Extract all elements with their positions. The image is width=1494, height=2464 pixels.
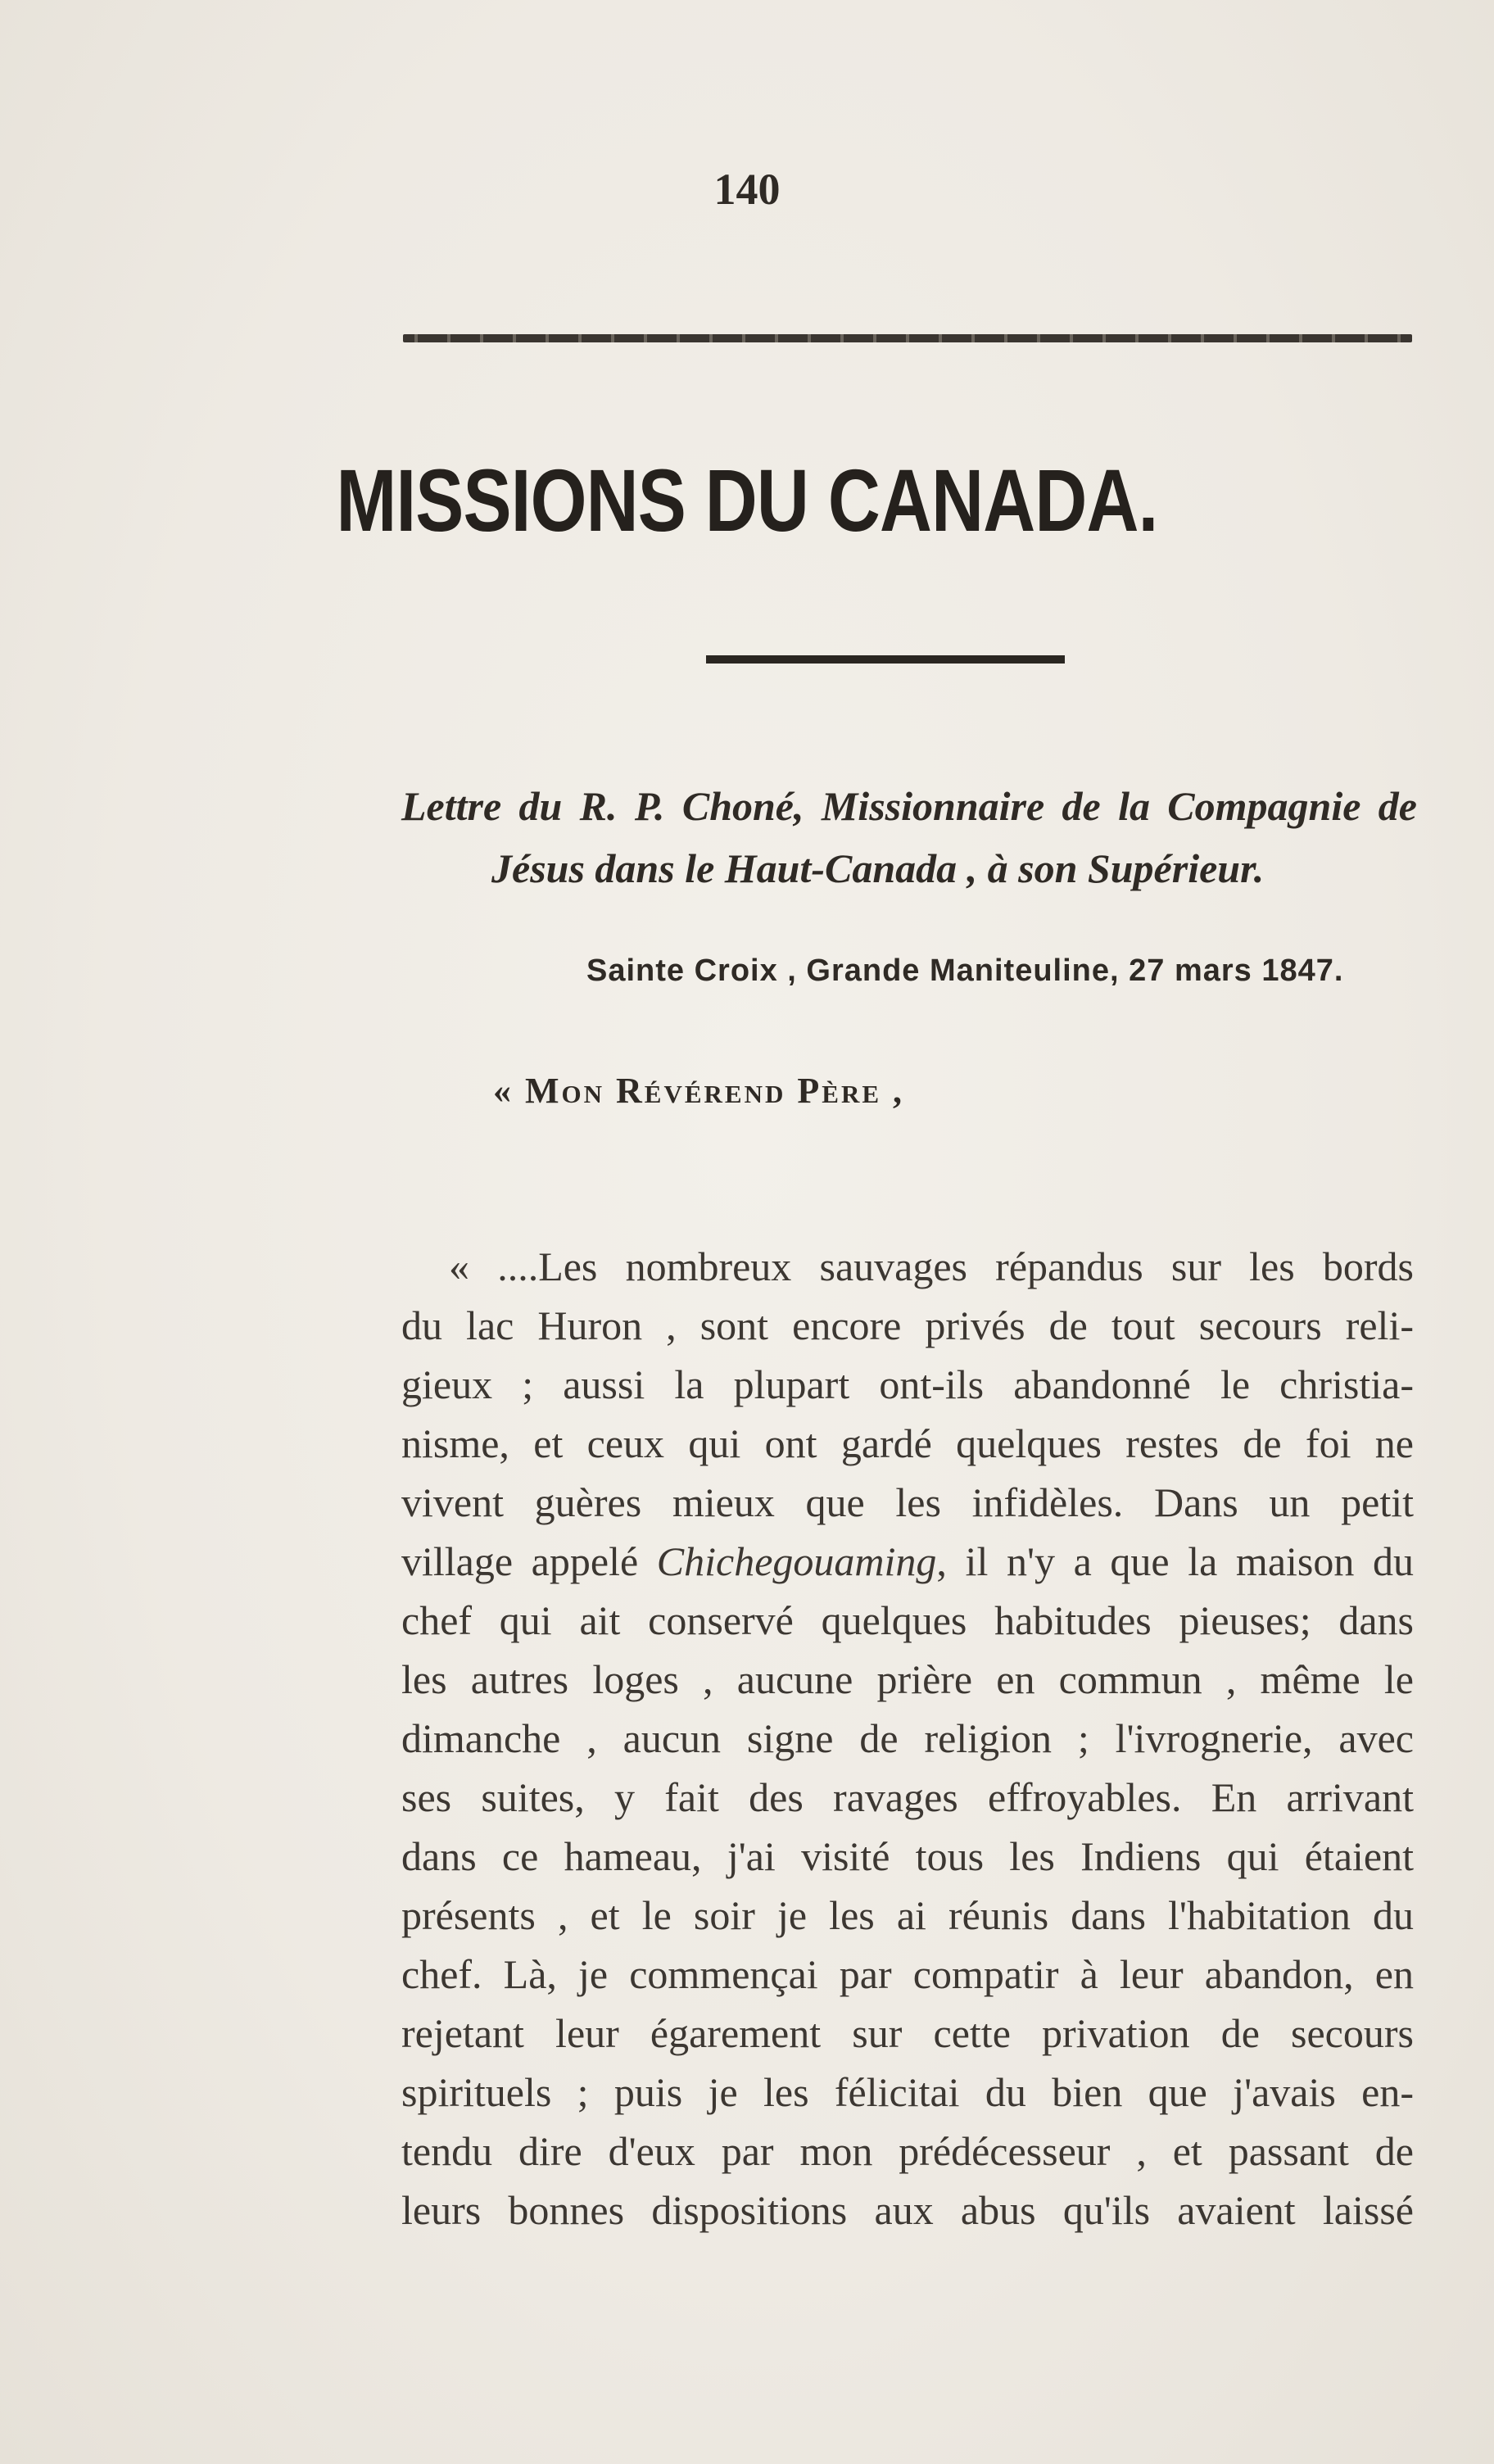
body-text-line: leurs bonnes dispositions aux abus qu'ils avaient laissé: [401, 2187, 1414, 2233]
body-text-line: présents , et le soir je les ai réunis dans l'habitation du: [401, 1892, 1414, 1938]
letter-salutation: « Mon Révérend Père ,: [493, 1071, 905, 1111]
body-text-line: spirituels ; puis je les félicitai du bien que j'avais en-: [401, 2069, 1414, 2115]
letter-heading-line-1: Lettre du R. P. Choné, Missionnaire de la Compagnie de: [401, 783, 1417, 829]
page-number: 140: [713, 165, 781, 214]
body-text-line: gieux ; aussi la plupart ont-ils abandonné le christia-: [401, 1361, 1414, 1407]
body-text-line: « ....Les nombreux sauvages répandus sur les bords: [449, 1243, 1414, 1289]
decorative-top-rule: [403, 334, 1412, 342]
letter-dateline: Sainte Croix , Grande Maniteuline, 27 mars 1847.: [586, 953, 1344, 988]
body-text-line: nisme, et ceux qui ont gardé quelques restes de foi ne: [401, 1420, 1414, 1466]
title-underline-rule: [706, 655, 1065, 664]
body-text-line: du lac Huron , sont encore privés de tout secours reli-: [401, 1302, 1414, 1348]
body-text-line: rejetant leur égarement sur cette privation de secours: [401, 2010, 1414, 2056]
body-text-line: chef qui ait conservé quelques habitudes pieuses; dans: [401, 1597, 1414, 1643]
place-name-italic: Chichegouaming: [656, 1538, 937, 1584]
body-text-line: vivent guères mieux que les infidèles. Dans un petit: [401, 1479, 1414, 1525]
body-text-line: dans ce hameau, j'ai visité tous les Indiens qui étaient: [401, 1833, 1414, 1879]
body-text-line: tendu dire d'eux par mon prédécesseur , et passant de: [401, 2128, 1414, 2174]
body-text-line: dimanche , aucun signe de religion ; l'ivrognerie, avec: [401, 1715, 1414, 1761]
body-text-line: chef. Là, je commençai par compatir à leur abandon, en: [401, 1951, 1414, 1997]
section-title: MISSIONS DU CANADA.: [336, 451, 1158, 550]
body-text-line: ses suites, y fait des ravages effroyables. En arrivant: [401, 1774, 1414, 1820]
body-text-segment: village appelé: [401, 1538, 657, 1584]
body-text-line: [401, 1537, 1414, 1586]
letter-heading-line-2: Jésus dans le Haut-Canada , à son Supérieur.: [491, 845, 1265, 891]
body-text-segment: , il n'y a que la maison du: [936, 1538, 1414, 1584]
body-text-line: les autres loges , aucune prière en commun , même le: [401, 1656, 1414, 1702]
